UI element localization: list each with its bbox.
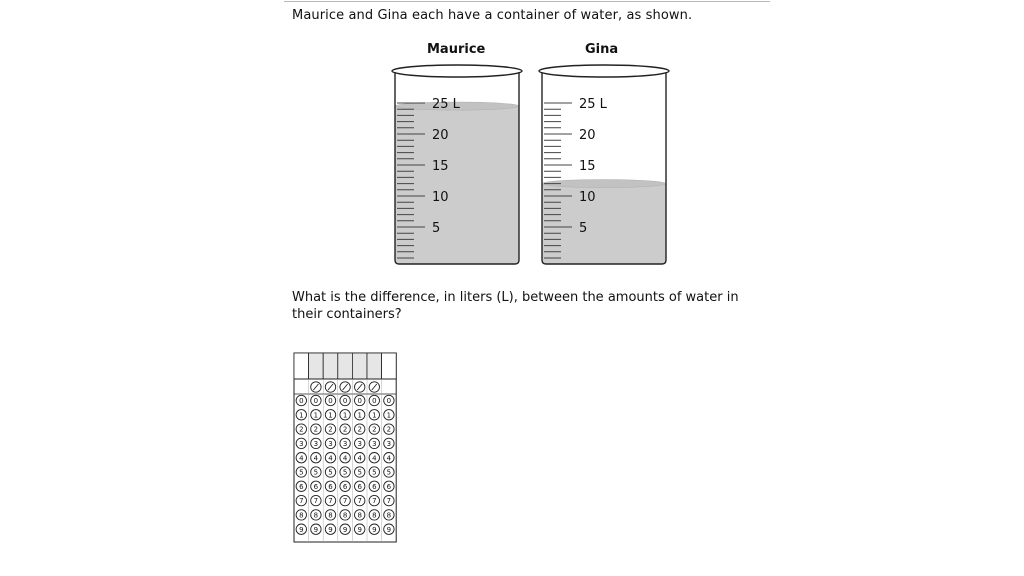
svg-text:4: 4 (299, 454, 304, 463)
digit-bubble[interactable] (325, 453, 335, 463)
digit-bubble[interactable] (369, 467, 379, 477)
svg-text:5: 5 (328, 468, 333, 477)
svg-text:8: 8 (313, 511, 319, 520)
digit-bubble[interactable] (296, 510, 306, 520)
digit-bubble[interactable] (311, 410, 321, 420)
digit-bubble[interactable] (369, 453, 379, 463)
answer-box (367, 353, 382, 379)
svg-text:0: 0 (372, 397, 377, 406)
digit-bubble[interactable] (311, 424, 321, 434)
gina-label: Gina (585, 42, 619, 57)
digit-bubble[interactable] (296, 524, 306, 534)
svg-text:3: 3 (313, 440, 319, 448)
slash-bubble[interactable] (369, 382, 379, 392)
svg-text:4: 4 (328, 454, 333, 463)
svg-text:2: 2 (386, 425, 392, 434)
svg-text:5: 5 (372, 468, 377, 477)
svg-text:3: 3 (386, 440, 392, 448)
slash-bubble[interactable] (325, 382, 335, 392)
digit-bubble[interactable] (311, 510, 321, 520)
svg-text:7: 7 (328, 497, 333, 506)
svg-text:6: 6 (357, 482, 362, 491)
digit-bubble[interactable] (340, 524, 350, 534)
digit-bubble[interactable] (355, 438, 365, 448)
digit-bubble[interactable] (296, 495, 306, 505)
digit-bubble[interactable] (369, 438, 379, 448)
svg-text:7: 7 (313, 497, 319, 506)
digit-bubble[interactable] (325, 438, 335, 448)
svg-text:3: 3 (342, 440, 348, 448)
digit-bubble[interactable] (355, 467, 365, 477)
digit-bubble[interactable] (340, 424, 350, 434)
svg-text:1: 1 (342, 411, 348, 420)
svg-text:9: 9 (386, 525, 392, 534)
svg-text:0: 0 (357, 397, 362, 406)
maurice-label: Maurice (427, 42, 486, 57)
svg-text:7: 7 (342, 497, 348, 506)
digit-bubble[interactable] (311, 495, 321, 505)
digit-bubble[interactable] (311, 453, 321, 463)
svg-text:0: 0 (328, 397, 333, 406)
svg-text:9: 9 (357, 525, 362, 534)
scale-label: 5 (579, 221, 588, 236)
beaker-gina (539, 65, 669, 264)
digit-bubble[interactable] (311, 481, 321, 491)
svg-text:7: 7 (386, 497, 392, 506)
digit-bubble[interactable] (369, 495, 379, 505)
digit-bubble[interactable] (340, 495, 350, 505)
digit-bubble[interactable] (325, 467, 335, 477)
digit-bubble[interactable] (384, 524, 394, 534)
svg-text:4: 4 (372, 454, 377, 463)
digit-bubble[interactable] (325, 510, 335, 520)
svg-text:4: 4 (342, 454, 348, 463)
beaker-rim (392, 65, 522, 77)
digit-bubble[interactable] (311, 395, 321, 405)
svg-text:8: 8 (386, 511, 392, 520)
scale-label: 25 L (432, 97, 460, 112)
svg-text:7: 7 (299, 497, 304, 506)
scale-label: 15 (432, 159, 449, 174)
svg-text:6: 6 (342, 482, 348, 491)
slash-bubble[interactable] (311, 382, 321, 392)
svg-text:8: 8 (299, 511, 304, 520)
svg-text:8: 8 (357, 511, 362, 520)
scale-label: 20 (432, 128, 449, 143)
svg-text:1: 1 (299, 411, 304, 420)
slash-bubble[interactable] (340, 382, 350, 392)
digit-bubble[interactable] (355, 410, 365, 420)
svg-text:4: 4 (313, 454, 319, 463)
answer-box (309, 353, 324, 379)
question-text: What is the difference, in liters (L), between the amounts of water in their containers? (292, 290, 739, 322)
svg-text:7: 7 (357, 497, 362, 506)
svg-text:5: 5 (357, 468, 362, 477)
svg-text:8: 8 (342, 511, 348, 520)
scale-label: 10 (432, 190, 449, 205)
digit-bubble[interactable] (340, 410, 350, 420)
digit-bubble[interactable] (355, 495, 365, 505)
svg-text:2: 2 (313, 425, 319, 434)
beakers-figure (386, 58, 686, 276)
svg-text:4: 4 (386, 454, 392, 463)
digit-bubble[interactable] (384, 395, 394, 405)
svg-text:8: 8 (328, 511, 333, 520)
svg-text:9: 9 (328, 525, 333, 534)
svg-text:1: 1 (386, 411, 392, 420)
svg-text:1: 1 (328, 411, 333, 420)
beaker-rim (539, 65, 669, 77)
svg-text:2: 2 (357, 425, 362, 434)
top-divider (284, 1, 770, 2)
scale-label: 20 (579, 128, 596, 143)
svg-text:1: 1 (313, 411, 319, 420)
digit-bubble[interactable] (384, 438, 394, 448)
svg-text:0: 0 (313, 397, 319, 406)
svg-text:0: 0 (342, 397, 348, 406)
answer-box (323, 353, 338, 379)
digit-bubble[interactable] (340, 467, 350, 477)
scale-label: 5 (432, 221, 441, 236)
digit-bubble[interactable] (384, 495, 394, 505)
svg-text:3: 3 (357, 440, 362, 448)
scale-label: 10 (579, 190, 596, 205)
digit-bubble[interactable] (296, 395, 306, 405)
svg-text:4: 4 (357, 454, 362, 463)
answer-box (352, 353, 367, 379)
digit-bubble[interactable] (355, 524, 365, 534)
digit-bubble[interactable] (369, 424, 379, 434)
digit-bubble[interactable] (311, 524, 321, 534)
digit-bubble[interactable] (369, 524, 379, 534)
svg-text:2: 2 (299, 425, 304, 434)
water-maurice (395, 106, 519, 264)
digit-bubble[interactable] (369, 410, 379, 420)
digit-bubble[interactable] (325, 481, 335, 491)
digit-bubble[interactable] (325, 424, 335, 434)
svg-text:5: 5 (299, 468, 304, 477)
svg-text:5: 5 (313, 468, 319, 477)
digit-bubble[interactable] (311, 438, 321, 448)
digit-bubble[interactable] (355, 453, 365, 463)
digit-bubble[interactable] (384, 467, 394, 477)
digit-bubble[interactable] (311, 467, 321, 477)
svg-text:9: 9 (299, 525, 304, 534)
digit-bubble[interactable] (296, 410, 306, 420)
digit-bubble[interactable] (369, 481, 379, 491)
svg-text:0: 0 (299, 397, 304, 406)
digit-bubble[interactable] (296, 453, 306, 463)
svg-text:0: 0 (386, 397, 392, 406)
svg-text:3: 3 (328, 440, 333, 448)
svg-text:6: 6 (299, 482, 304, 491)
digit-bubble[interactable] (340, 438, 350, 448)
svg-text:3: 3 (299, 440, 304, 448)
scale-label: 15 (579, 159, 596, 174)
digit-bubble[interactable] (325, 495, 335, 505)
svg-text:6: 6 (313, 482, 319, 491)
svg-text:2: 2 (342, 425, 348, 434)
intro-text: Maurice and Gina each have a container of water, as shown. (292, 8, 693, 23)
digit-bubble[interactable] (296, 481, 306, 491)
svg-text:2: 2 (328, 425, 333, 434)
svg-text:2: 2 (372, 425, 377, 434)
digit-bubble[interactable] (384, 410, 394, 420)
svg-text:5: 5 (342, 468, 348, 477)
svg-text:8: 8 (372, 511, 377, 520)
digit-bubble[interactable] (384, 481, 394, 491)
svg-text:3: 3 (372, 440, 377, 448)
beaker-maurice (392, 65, 522, 264)
digit-bubble[interactable] (325, 395, 335, 405)
digit-bubble[interactable] (369, 395, 379, 405)
svg-text:1: 1 (372, 411, 377, 420)
digit-bubble[interactable] (296, 424, 306, 434)
svg-text:7: 7 (372, 497, 377, 506)
digit-bubble[interactable] (355, 481, 365, 491)
digit-bubble[interactable] (384, 510, 394, 520)
svg-text:6: 6 (328, 482, 333, 491)
answer-box (338, 353, 353, 379)
slash-bubble[interactable] (355, 382, 365, 392)
digit-bubble[interactable] (325, 410, 335, 420)
digit-bubble[interactable] (384, 453, 394, 463)
svg-text:1: 1 (357, 411, 362, 420)
svg-text:6: 6 (372, 482, 377, 491)
svg-text:5: 5 (386, 468, 392, 477)
digit-bubble[interactable] (384, 424, 394, 434)
digit-bubble[interactable] (340, 510, 350, 520)
svg-text:9: 9 (372, 525, 377, 534)
digit-bubble[interactable] (340, 395, 350, 405)
digit-bubble[interactable] (369, 510, 379, 520)
digit-bubble[interactable] (340, 481, 350, 491)
digit-bubble[interactable] (325, 524, 335, 534)
digit-bubble[interactable] (355, 395, 365, 405)
answer-box (382, 353, 397, 379)
svg-text:6: 6 (386, 482, 392, 491)
answer-grid[interactable] (293, 352, 401, 544)
digit-bubble[interactable] (340, 453, 350, 463)
digit-bubble[interactable] (296, 467, 306, 477)
answer-box (294, 353, 309, 379)
digit-bubble[interactable] (296, 438, 306, 448)
scale-label: 25 L (579, 97, 607, 112)
svg-text:9: 9 (342, 525, 348, 534)
digit-bubble[interactable] (355, 424, 365, 434)
digit-bubble[interactable] (355, 510, 365, 520)
svg-text:9: 9 (313, 525, 319, 534)
